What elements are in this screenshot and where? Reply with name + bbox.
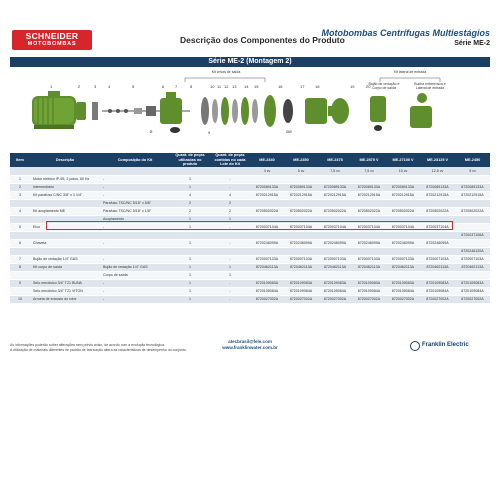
cell-me2375: 8720502022A — [318, 207, 352, 215]
cell-qty-used: 1 — [170, 279, 210, 287]
cell-me27100v: 8720462113A — [386, 263, 420, 271]
cell-me23125v — [420, 231, 455, 239]
cell-qty-used: 4 — [170, 191, 210, 199]
cell-me2375: 8720246099A — [318, 239, 352, 247]
table-body — [10, 167, 490, 303]
cell-qty-used: 1 — [170, 223, 210, 231]
mid-label: ØØ — [286, 130, 292, 134]
cell-me27100v: 8720502022A — [386, 207, 420, 215]
cell-me2340: 8720027002A — [250, 295, 284, 303]
cell-qty-kit: 1 — [210, 263, 250, 271]
cell-kit-composition: - — [100, 255, 170, 263]
cell-description: Chaveta — [30, 239, 100, 247]
cell-me27100v: 8720109083A — [386, 279, 420, 287]
cell-qty-used: 1 — [170, 287, 210, 295]
cell-me2375 — [318, 247, 352, 255]
cell-me2350 — [284, 247, 318, 255]
table-row — [10, 271, 490, 279]
cell-kit-composition: - — [100, 191, 170, 199]
col-header-me2575v: ME-2575 V — [352, 153, 386, 167]
cell-me2340: 4 cv — [250, 167, 284, 175]
cell-description — [30, 167, 100, 175]
cell-me2350: 5 cv — [284, 167, 318, 175]
cell-qty-kit: 1 — [210, 215, 250, 223]
kit-label-right: Kit lateral de entrada — [393, 70, 427, 74]
cell-me23125v: 8720462113A — [420, 263, 455, 271]
footer-note-line1: As informações poderão sofrer alterações sem prévio aviso, de acordo com a evolução tecnológica. — [10, 343, 165, 347]
cell-item — [10, 199, 30, 207]
cell-item — [10, 271, 30, 279]
cell-me2350 — [284, 231, 318, 239]
cell-kit-composition: - — [100, 239, 170, 247]
callout-8: 8 — [190, 84, 193, 89]
cell-description — [30, 199, 100, 207]
cell-me2575v: 8720089133A — [352, 183, 386, 191]
callout-7: 7 — [175, 84, 178, 89]
cell-item: 1 — [10, 175, 30, 183]
components-table — [10, 153, 490, 304]
cell-me2575v: 8720212915A — [352, 191, 386, 199]
cell-me27100v — [386, 215, 420, 223]
cell-me2575v: 7,5 cv — [352, 167, 386, 175]
cell-me2575v — [352, 175, 386, 183]
callout-14: 14 — [244, 84, 249, 89]
col-header-qty-kit: Quant. de peças contidas no cada Lote do Kit — [210, 153, 250, 167]
cell-qty-used: 1 — [170, 271, 210, 279]
cell-me2450: 8720462113A — [455, 263, 490, 271]
table-row — [10, 191, 490, 199]
cell-me2375: 8720027002A — [318, 295, 352, 303]
cell-item: 9 — [10, 279, 30, 287]
kit-label-top: Kit crivos de saída — [211, 70, 241, 74]
cell-me2575v: 8720502022A — [352, 207, 386, 215]
cell-kit-composition: - — [100, 295, 170, 303]
franklin-electric-logo — [410, 340, 494, 352]
document-title: Descrição dos Componentes do Produto — [180, 35, 345, 45]
cell-me2350: 8720462113A — [284, 263, 318, 271]
cell-me2450 — [455, 239, 490, 247]
cell-me2350 — [284, 175, 318, 183]
cell-item: 10 — [10, 295, 30, 303]
cell-qty-kit: - — [210, 183, 250, 191]
cell-qty-kit: - — [210, 279, 250, 287]
table-header-row — [10, 153, 490, 167]
cell-me2575v: 8720027002A — [352, 295, 386, 303]
cell-me2350 — [284, 199, 318, 207]
cell-me23125v — [420, 247, 455, 255]
cell-item: 6 — [10, 239, 30, 247]
cell-me2350: 8720037104A — [284, 223, 318, 231]
cell-description — [30, 247, 100, 255]
cell-item — [10, 287, 30, 295]
cell-qty-kit: - — [210, 175, 250, 183]
cell-me2450: 8720109084A — [455, 287, 490, 295]
cell-kit-composition: - — [100, 223, 170, 231]
callout-17: 17 — [300, 84, 305, 89]
cell-me2450: 8720007103A — [455, 255, 490, 263]
cell-qty-used: 1 — [170, 295, 210, 303]
cell-me2375: 8720109084A — [318, 287, 352, 295]
cell-me2375 — [318, 199, 352, 207]
callout-9: 9 — [208, 130, 211, 135]
cell-me27100v: 8720037104A — [386, 223, 420, 231]
cell-qty-kit: - — [210, 287, 250, 295]
cell-me2375: 8720089133A — [318, 183, 352, 191]
cell-me23125v: 8720027002A — [420, 295, 455, 303]
cell-me2340 — [250, 247, 284, 255]
col-header-kit-composition: Composição do Kit — [100, 153, 170, 167]
cell-qty-used: 1 — [170, 263, 210, 271]
col-header-me2375: ME-2375 — [318, 153, 352, 167]
cell-description: Kit parafuso C/NC 3/8" x 1 1/4" — [30, 191, 100, 199]
cell-me2340: 8720502022A — [250, 207, 284, 215]
cell-me2350: 8720027002A — [284, 295, 318, 303]
discharge-body-drawing — [160, 92, 182, 133]
cell-me2340 — [250, 175, 284, 183]
logo-brand-line1: SCHNEIDER — [25, 31, 79, 41]
cell-me2450: 5 cv — [455, 167, 490, 175]
cell-me2375 — [318, 231, 352, 239]
cell-item: 7 — [10, 255, 30, 263]
cell-description: Kit corpo de saída — [30, 263, 100, 271]
cell-me2575v: 8720109084A — [352, 287, 386, 295]
cell-me2350: 8720212915A — [284, 191, 318, 199]
cell-me23125v: 8720109083A — [420, 279, 455, 287]
cell-me23125v — [420, 215, 455, 223]
cell-me23125v: 8720109084A — [420, 287, 455, 295]
cell-me23125v — [420, 271, 455, 279]
product-title: Motobombas Centrífugas Multiestágios — [321, 28, 490, 38]
table-row — [10, 239, 490, 247]
table-row — [10, 207, 490, 215]
cell-qty-used: 1 — [170, 215, 210, 223]
cell-me2340: 8720462113A — [250, 263, 284, 271]
cell-qty-used: 1 — [170, 183, 210, 191]
cell-kit-composition — [100, 231, 170, 239]
table-row — [10, 263, 490, 271]
cell-me27100v: 8720089133A — [386, 183, 420, 191]
cell-me2340: 8720109083A — [250, 279, 284, 287]
cell-me23125v: 8720212915A — [420, 191, 455, 199]
cell-qty-kit: - — [210, 239, 250, 247]
cell-me23125v: 8720089133A — [420, 183, 455, 191]
table-row — [10, 247, 490, 255]
cell-qty-used — [170, 247, 210, 255]
logo-brand-line2: MOTOBOMBAS — [27, 41, 77, 47]
cell-me23125v: 8720007103A — [420, 255, 455, 263]
label-bucha: Bucha entrerrosca e Lateral de entrada — [414, 82, 446, 90]
suction-parts-drawing — [370, 93, 432, 131]
cell-me2340 — [250, 199, 284, 207]
cell-qty-kit: 2 — [210, 207, 250, 215]
cell-qty-kit: - — [210, 223, 250, 231]
cell-qty-used — [170, 167, 210, 175]
table-row — [10, 279, 490, 287]
table-row — [10, 199, 490, 207]
table-row — [10, 287, 490, 295]
cell-kit-composition — [100, 247, 170, 255]
cell-qty-kit — [210, 167, 250, 175]
franklin-electric-name: Franklin Electric — [422, 342, 469, 348]
cell-me2340 — [250, 231, 284, 239]
table-row — [10, 175, 490, 183]
cell-description — [30, 231, 100, 239]
table-row — [10, 167, 490, 175]
callout-3: 3 — [94, 84, 97, 89]
cell-me2375: 7,5 cv — [318, 167, 352, 175]
cell-me2575v: 8720462113A — [352, 263, 386, 271]
cell-me2575v — [352, 247, 386, 255]
cell-me2350: 8720109084A — [284, 287, 318, 295]
cell-me2350: 8720089133A — [284, 183, 318, 191]
contact-email[interactable]: atecbrasil@fele.com — [228, 339, 272, 344]
cell-me27100v: 10 cv — [386, 167, 420, 175]
cell-me2450 — [455, 215, 490, 223]
col-header-description: Descrição — [30, 153, 100, 167]
cell-kit-composition: Corpo de saída — [100, 271, 170, 279]
cell-me27100v: 8720007103A — [386, 255, 420, 263]
col-header-me2340: ME-2340 — [250, 153, 284, 167]
motor-drawing — [32, 91, 86, 129]
cell-me2450: 8720089133A — [455, 183, 490, 191]
cell-me2375: 8720109083A — [318, 279, 352, 287]
cell-me2375 — [318, 175, 352, 183]
col-header-item: Item — [10, 153, 30, 167]
cell-item: 8 — [10, 263, 30, 271]
cell-item — [10, 247, 30, 255]
cell-me2450: 8720502022A — [455, 207, 490, 215]
cell-me2575v: 8720246099A — [352, 239, 386, 247]
cell-kit-composition: Parafuso TSC/NC 5/16" x 5/8" — [100, 199, 170, 207]
callout-20: 20 — [366, 84, 371, 89]
cell-qty-kit — [210, 231, 250, 239]
cell-me2450 — [455, 175, 490, 183]
cell-qty-used — [170, 231, 210, 239]
table-row — [10, 215, 490, 223]
cell-me2575v: 8720007103A — [352, 255, 386, 263]
callout-1: 1 — [50, 84, 53, 89]
cell-item: 4 — [10, 207, 30, 215]
cell-me2350 — [284, 271, 318, 279]
cell-description: Selo mecânico 3/4" T21 VITON — [30, 287, 100, 295]
table-row — [10, 295, 490, 303]
cell-me2375: 8720462113A — [318, 263, 352, 271]
cell-qty-kit: 4 — [210, 191, 250, 199]
cell-item — [10, 231, 30, 239]
cell-item: 5 — [10, 223, 30, 231]
table-row — [10, 183, 490, 191]
cell-me2375: 8720037104A — [318, 223, 352, 231]
callout-4: 4 — [108, 84, 111, 89]
cell-me23125v: 8720502022A — [420, 207, 455, 215]
footer-note-line2: A utilização de materiais diferentes de padrão de fabricação altera as características de desempenho do conjunto. — [10, 347, 187, 352]
cell-me23125v: 12,5 cv — [420, 167, 455, 175]
table-row — [10, 231, 490, 239]
cell-me27100v — [386, 247, 420, 255]
cell-kit-composition: - — [100, 175, 170, 183]
cell-me2450: 8720109083A — [455, 279, 490, 287]
cell-item: 2 — [10, 183, 30, 191]
cell-me2575v — [352, 215, 386, 223]
franklin-emblem-icon — [410, 341, 420, 351]
series-banner: Série ME-2 (Montagem 2) — [10, 57, 490, 67]
cell-me2340: 8720007103A — [250, 255, 284, 263]
cell-me27100v: 8720212915A — [386, 191, 420, 199]
cell-me27100v: 8720109084A — [386, 287, 420, 295]
cell-qty-used: 1 — [170, 255, 210, 263]
cell-description: Arruela de encosto do rotor — [30, 295, 100, 303]
cell-kit-composition — [100, 167, 170, 175]
cell-me2450 — [455, 223, 490, 231]
callout-2: 2 — [78, 84, 81, 89]
callout-18: 18 — [315, 84, 320, 89]
cell-qty-kit: - — [210, 255, 250, 263]
callout-15: 15 — [254, 84, 259, 89]
col-header-qty-used: Quant. de peças utilizadas no produto — [170, 153, 210, 167]
cell-me2450 — [455, 271, 490, 279]
cell-qty-kit: 2 — [210, 199, 250, 207]
side-label: Ø — [149, 130, 153, 134]
cell-me2350: 8720502022A — [284, 207, 318, 215]
cell-qty-used: 1 — [170, 175, 210, 183]
cell-me2575v — [352, 231, 386, 239]
cell-description: Bujão de vedação 1/4" GAS — [30, 255, 100, 263]
contact-website[interactable]: www.franklinwater.com.br — [222, 345, 278, 350]
cell-me2575v — [352, 199, 386, 207]
cell-qty-kit: - — [210, 295, 250, 303]
cell-kit-composition: Acoplamento — [100, 215, 170, 223]
callout-19: 19 — [350, 84, 355, 89]
col-header-me2450: ME-2450 — [455, 153, 490, 167]
cell-description — [30, 271, 100, 279]
cell-kit-composition: - — [100, 183, 170, 191]
cell-me2450: 8720037106A — [455, 231, 490, 239]
cell-me2350: 8720007103A — [284, 255, 318, 263]
cell-me2575v — [352, 271, 386, 279]
cell-me2375 — [318, 271, 352, 279]
col-header-me27100v: ME-27100 V — [386, 153, 420, 167]
col-header-me23125v: ME-23125 V — [420, 153, 455, 167]
cell-description: Selo mecânico 3/4" T21 BUNA — [30, 279, 100, 287]
cell-qty-used: 2 — [170, 199, 210, 207]
cell-me27100v — [386, 199, 420, 207]
footer-contact — [205, 339, 295, 351]
callout-12: 12 — [224, 84, 229, 89]
cell-me2340 — [250, 215, 284, 223]
cell-me2340: 8720037104A — [250, 223, 284, 231]
cell-me2350: 8720109083A — [284, 279, 318, 287]
cell-me2575v: 8720037104A — [352, 223, 386, 231]
cell-kit-composition: - — [100, 287, 170, 295]
cell-me23125v — [420, 175, 455, 183]
cell-me2375: 8720007103A — [318, 255, 352, 263]
schneider-logo — [12, 30, 92, 50]
cell-me2340: 8720246099A — [250, 239, 284, 247]
cell-me2340: 8720109084A — [250, 287, 284, 295]
col-header-me2350: ME-2350 — [284, 153, 318, 167]
cell-me2340: 8720212915A — [250, 191, 284, 199]
cell-qty-kit: 1 — [210, 271, 250, 279]
cell-me27100v — [386, 231, 420, 239]
cell-me27100v — [386, 175, 420, 183]
cell-item — [10, 215, 30, 223]
cell-description: Motor elétrico IP-55, 2 polos, 60 Hz — [30, 175, 100, 183]
cell-me23125v: 8720246099A — [420, 239, 455, 247]
product-series: Série ME-2 — [454, 40, 490, 47]
cell-me23125v — [420, 199, 455, 207]
stages-drawing — [201, 95, 293, 127]
callout-10: 10 — [210, 84, 215, 89]
footer-note — [10, 343, 190, 352]
cell-description: Intermediário — [30, 183, 100, 191]
cell-me2350: 8720246099A — [284, 239, 318, 247]
cell-me2340 — [250, 271, 284, 279]
cell-me2450: 8720246120A — [455, 247, 490, 255]
cell-me2340: 8720089133A — [250, 183, 284, 191]
cell-me2450: 8720212915A — [455, 191, 490, 199]
cell-kit-composition: Parafuso TSC/NC 5/16" x 1/8" — [100, 207, 170, 215]
cell-description — [30, 215, 100, 223]
cell-me2575v: 8720109083A — [352, 279, 386, 287]
cell-description: Eixo — [30, 223, 100, 231]
cell-me27100v: 8720246099A — [386, 239, 420, 247]
pump-exploded-view — [10, 68, 490, 148]
cell-item — [10, 167, 30, 175]
cell-qty-used: 2 — [170, 207, 210, 215]
cell-me2450: 8720027002A — [455, 295, 490, 303]
cell-qty-used: 1 — [170, 239, 210, 247]
callout-13: 13 — [232, 84, 237, 89]
cell-me2375: 8720212915A — [318, 191, 352, 199]
callout-5: 5 — [132, 84, 135, 89]
callout-6: 6 — [162, 84, 165, 89]
cell-kit-composition: Bujão de vedação 1/4" GAS — [100, 263, 170, 271]
exploded-diagram — [10, 68, 490, 148]
table-row — [10, 255, 490, 263]
cell-me27100v — [386, 271, 420, 279]
table-row — [10, 223, 490, 231]
cell-me2375 — [318, 215, 352, 223]
label-bujao: Bujão de vedação e Corpo de saída — [368, 82, 400, 90]
suction-lateral-drawing — [305, 98, 349, 124]
cell-me2350 — [284, 215, 318, 223]
cell-me2450 — [455, 199, 490, 207]
cell-kit-composition: - — [100, 279, 170, 287]
cell-item: 3 — [10, 191, 30, 199]
cell-me23125v: 8720037104A — [420, 223, 455, 231]
callout-16: 16 — [278, 84, 283, 89]
cell-qty-kit — [210, 247, 250, 255]
cell-description: Kit acoplamento ME — [30, 207, 100, 215]
callout-11: 11 — [217, 84, 222, 89]
cell-me27100v: 8720027002A — [386, 295, 420, 303]
